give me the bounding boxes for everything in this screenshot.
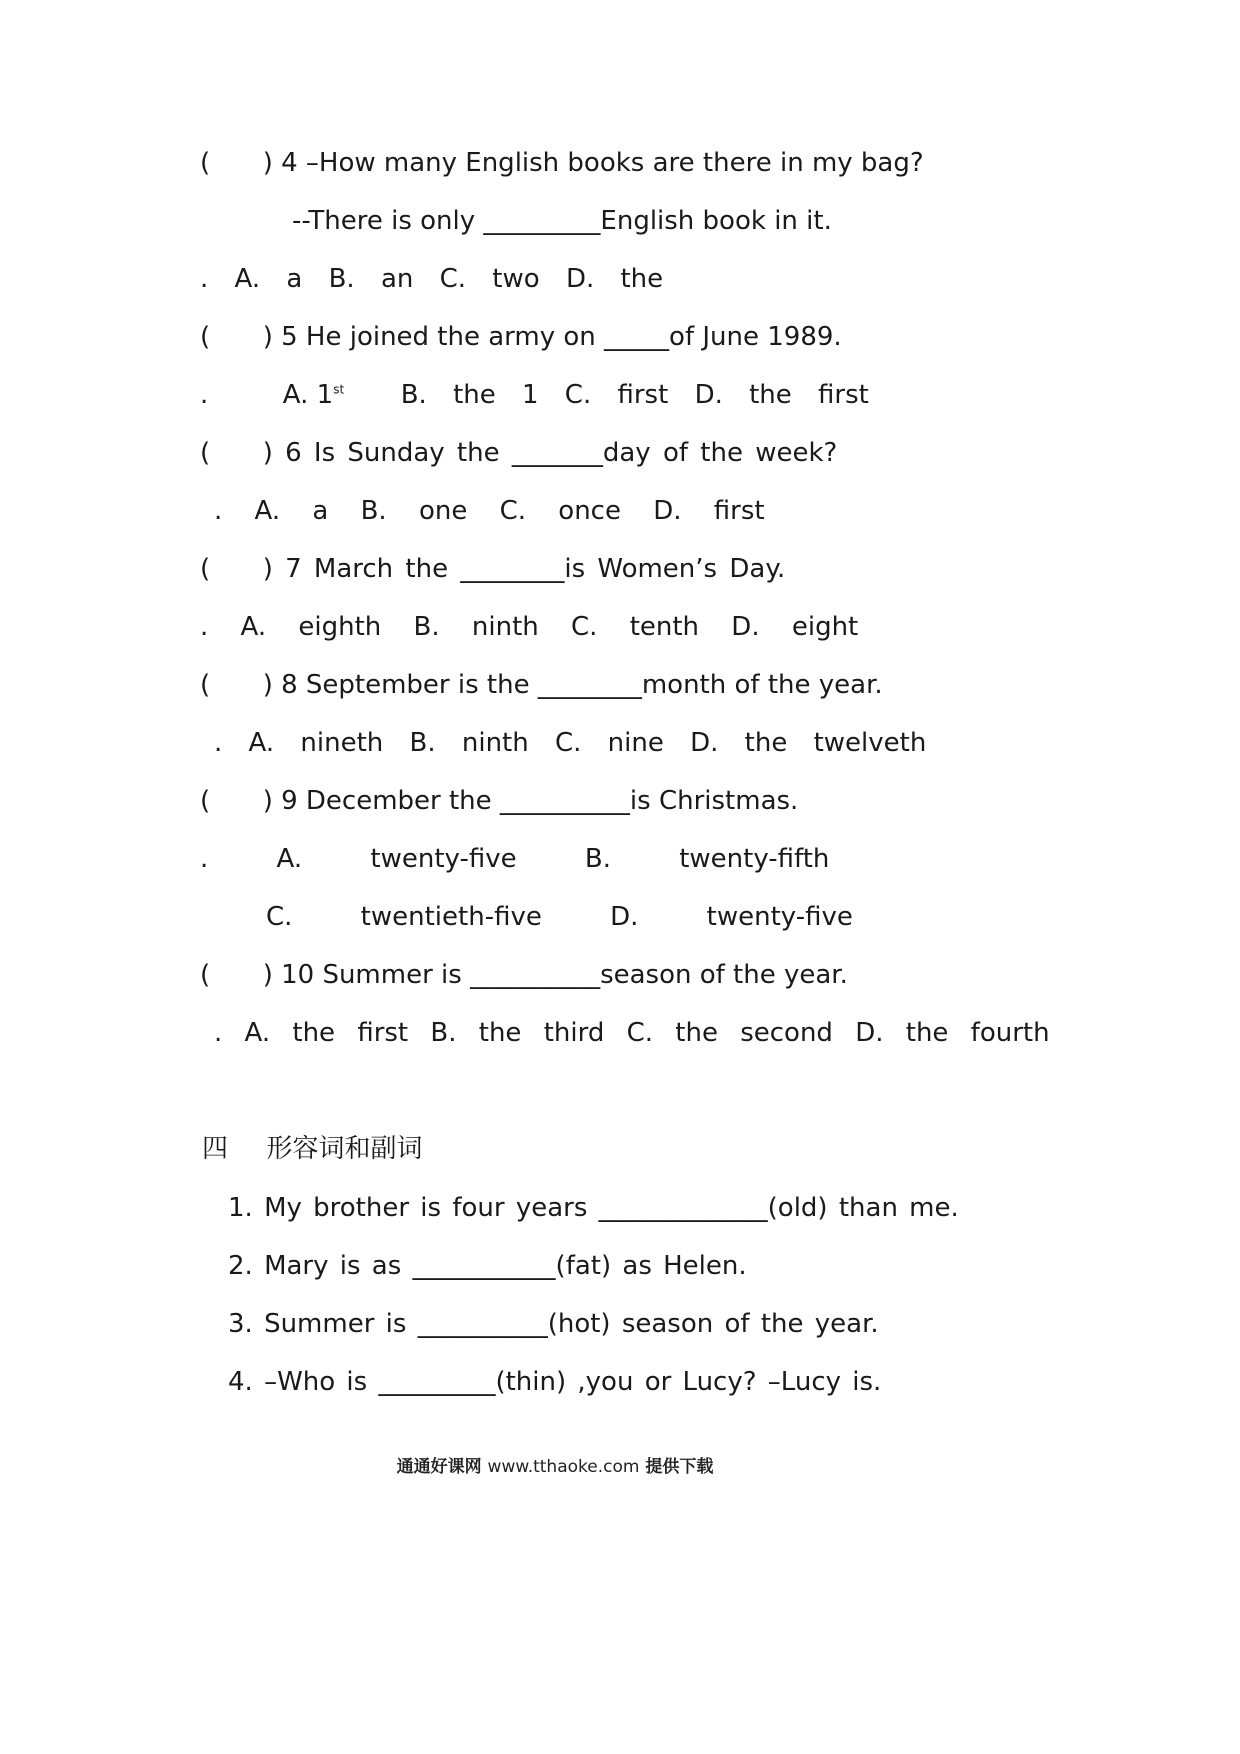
answer-paren: (: [200, 438, 211, 468]
question-7-options: . A. eighth B. ninth C. tenth D. eight: [200, 612, 859, 642]
question-4: [200, 148, 924, 178]
section-number: 四: [202, 1134, 229, 1164]
question-8-options: . A. nineth B. ninth C. nine D. the twelveth: [214, 728, 927, 758]
ordinal-suffix: st: [333, 382, 345, 397]
question-prompt: ) 6 Is Sunday the _______day of the week?: [262, 438, 838, 468]
options-rest: B. the 1 C. first D. the first: [400, 380, 869, 410]
question-5-options: [200, 380, 869, 410]
question-8: [200, 670, 883, 700]
question-prompt: ) 8 September is the ________month of the year.: [262, 670, 883, 700]
answer-paren: (: [200, 786, 211, 816]
question-prompt: ) 9 December the __________is Christmas.: [262, 786, 799, 816]
answer-paren: (: [200, 322, 211, 352]
footer-suffix: 提供下载: [645, 1457, 714, 1477]
question-9-options-2: C. twentieth-five D. twenty-five: [266, 902, 853, 932]
list-item: 2. Mary is as ___________(fat) as Helen.: [228, 1251, 747, 1281]
footer: [0, 1452, 1110, 1482]
question-10: [200, 960, 848, 990]
list-item: 3. Summer is __________(hot) season of the year.: [228, 1309, 879, 1339]
question-4-extra: --There is only _________English book in it.: [292, 206, 832, 236]
section-title: 形容词和副词: [266, 1134, 423, 1164]
question-7: [200, 554, 785, 584]
answer-paren: (: [200, 960, 211, 990]
question-6: [200, 438, 837, 468]
question-5: [200, 322, 842, 352]
footer-site-name: 通通好课网: [396, 1457, 482, 1477]
question-10-options: . A. the first B. the third C. the second D. the fourth: [214, 1018, 1050, 1048]
question-4-options: . A. a B. an C. two D. the: [200, 264, 664, 294]
list-item: 4. –Who is _________(thin) ,you or Lucy? –Lucy is.: [228, 1367, 882, 1397]
question-9-options-1: . A. twenty-five B. twenty-fifth: [200, 844, 830, 874]
question-9: [200, 786, 798, 816]
list-item: 1. My brother is four years _____________(old) than me.: [228, 1193, 959, 1223]
answer-paren: (: [200, 554, 211, 584]
answer-paren: (: [200, 148, 211, 178]
question-prompt: ) 4 –How many English books are there in my bag?: [262, 148, 924, 178]
answer-paren: (: [200, 670, 211, 700]
question-prompt: ) 7 March the ________is Women’s Day.: [262, 554, 786, 584]
question-6-options: . A. a B. one C. once D. first: [214, 496, 765, 526]
question-prompt: ) 5 He joined the army on _____of June 1989.: [262, 322, 842, 352]
question-prompt: ) 10 Summer is __________season of the year.: [262, 960, 848, 990]
section-heading: [202, 1134, 423, 1164]
footer-url[interactable]: www.tthaoke.com: [487, 1457, 640, 1477]
option-a: A. 1st: [282, 380, 345, 410]
options-dot: .: [200, 380, 209, 410]
